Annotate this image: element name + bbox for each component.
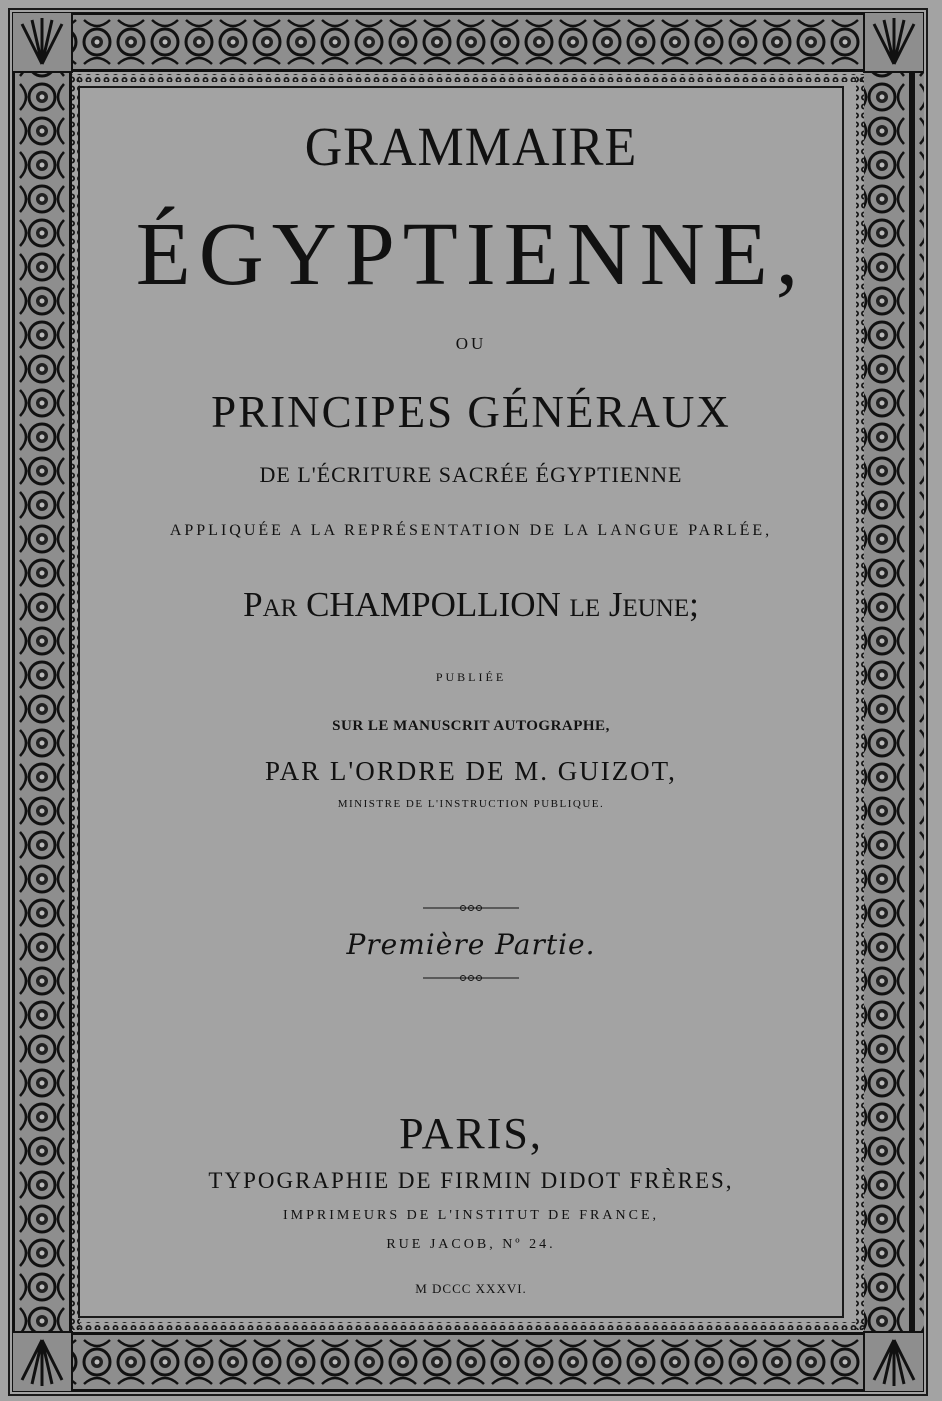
printer-line: TYPOGRAPHIE DE FIRMIN DIDOT FRÈRES, bbox=[208, 1168, 734, 1193]
manuscrit-line: SUR LE MANUSCRIT AUTOGRAPHE, bbox=[332, 718, 610, 734]
imprimeurs-line: IMPRIMEURS DE L'INSTITUT DE FRANCE, bbox=[283, 1208, 659, 1223]
author-line: Par CHAMPOLLION le Jeune; bbox=[243, 585, 699, 624]
ministre-line: MINISTRE DE L'INSTRUCTION PUBLIQUE. bbox=[337, 798, 605, 810]
ornament-divider-bottom bbox=[421, 972, 521, 984]
subtitle-appliquee: APPLIQUÉE A LA REPRÉSENTATION DE LA LANGUE PARLÉE, bbox=[169, 522, 773, 539]
subtitle-ecriture: DE L'ÉCRITURE SACRÉE ÉGYPTIENNE bbox=[259, 462, 683, 487]
ornament-divider-top bbox=[421, 902, 521, 914]
address-line: RUE JACOB, Nº 24. bbox=[386, 1237, 556, 1252]
year-line: M DCCC XXXVI. bbox=[415, 1281, 527, 1296]
city-paris: PARIS, bbox=[399, 1109, 543, 1158]
publiee-label: PUBLIÉE bbox=[435, 670, 507, 684]
partie-label: Première Partie. bbox=[346, 928, 596, 961]
ordre-line: PAR L'ORDRE DE M. GUIZOT, bbox=[265, 756, 677, 786]
title-egyptienne: ÉGYPTIENNE, bbox=[135, 205, 807, 304]
title-grammaire: GRAMMAIRE bbox=[304, 117, 638, 178]
conjunction-ou: OU bbox=[455, 334, 487, 353]
subtitle-principes: PRINCIPES GÉNÉRAUX bbox=[211, 387, 731, 437]
